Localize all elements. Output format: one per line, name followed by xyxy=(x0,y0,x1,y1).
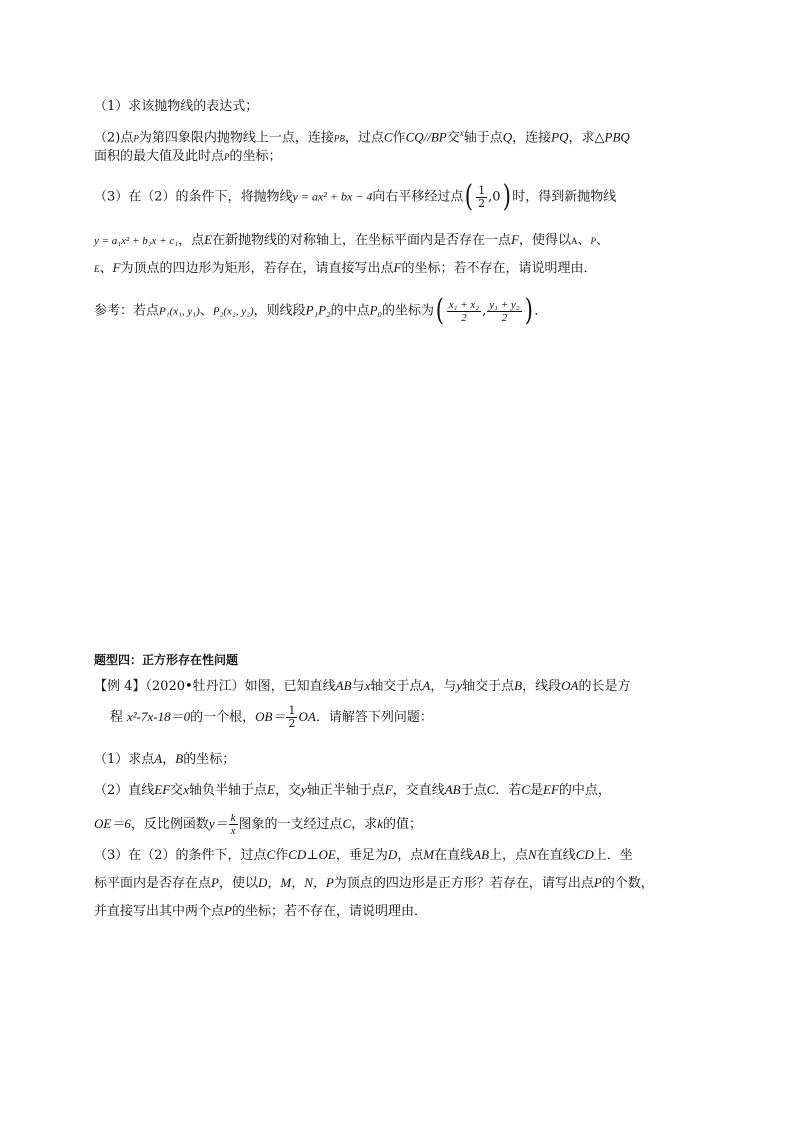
paren-left: ( xyxy=(465,179,474,214)
var-pq: PQ xyxy=(551,129,569,145)
var-c: C xyxy=(342,816,352,831)
var-x: x xyxy=(364,678,371,693)
question-3-line-1 xyxy=(94,179,617,214)
var-a: A xyxy=(422,678,431,693)
var-k: k xyxy=(377,816,384,831)
q1-label: （1）求该抛物线的表达式； xyxy=(94,99,259,114)
example-question-1 xyxy=(94,750,235,769)
equation: x²-7x-18＝0 xyxy=(127,709,191,724)
var-p: P xyxy=(224,903,232,918)
text: 的中点， xyxy=(558,783,611,798)
text: 的个数， xyxy=(601,876,654,891)
text: 时，得到新抛物线 xyxy=(512,189,617,205)
var-f: F xyxy=(511,232,520,247)
text: 为顶点的四边形为矩形，若存在，请直接写出点 xyxy=(120,261,394,276)
var-d: D xyxy=(387,847,398,862)
var-f: F xyxy=(384,782,393,797)
text: 为顶点的四边形是正方形？若存在，请写出点 xyxy=(333,876,594,891)
num: k xyxy=(230,812,236,824)
var-ab: AB xyxy=(335,678,352,693)
den: 2 xyxy=(461,311,467,324)
text: 在直线 xyxy=(536,848,576,863)
text: ,0 xyxy=(488,189,501,205)
var-a: A xyxy=(154,751,163,766)
text: （3）在（2）的条件下，将抛物线 xyxy=(94,189,293,205)
text: 的一个根， xyxy=(190,710,256,725)
paren-left: ( xyxy=(435,293,445,328)
text: （2)点 xyxy=(94,130,134,146)
text: ，与 xyxy=(430,679,457,694)
text: ，点 xyxy=(178,233,205,248)
text: 、 xyxy=(99,261,113,276)
var-oa: OA xyxy=(298,709,316,724)
var-x: x xyxy=(183,782,189,797)
text: 在直线 xyxy=(434,848,474,863)
fraction-y xyxy=(487,299,521,324)
var-ef: EF xyxy=(154,782,171,797)
text: 作 xyxy=(275,848,289,863)
var-c: C xyxy=(266,847,276,862)
text: ，线段 xyxy=(522,679,562,694)
var-y: y xyxy=(300,782,307,797)
text: ，求 xyxy=(351,817,378,832)
text: ，则线段 xyxy=(253,303,306,319)
var-x: x xyxy=(459,128,464,138)
question-3-line-3 xyxy=(94,259,596,278)
text: 【例 4】（2020•牡丹江）如图，已知直线 xyxy=(94,679,336,694)
var-y: y＝ xyxy=(208,816,228,831)
var-oa: OA xyxy=(561,678,579,693)
var-ob: OB＝ xyxy=(255,709,286,724)
example-question-3-line-2 xyxy=(94,874,654,893)
text: 、 xyxy=(199,303,213,319)
text: ，使得以 xyxy=(519,233,572,248)
fraction-half xyxy=(476,185,487,210)
var-p: P xyxy=(211,875,219,890)
text: （2）直线 xyxy=(94,783,155,798)
equation: y = ax² + bx − 4 xyxy=(292,189,373,204)
text: ，求△ xyxy=(568,130,605,146)
text: ，连接 xyxy=(512,130,552,146)
text: 在新抛物线的对称轴上，在坐标平面内是否存在一点 xyxy=(212,233,512,248)
text: 向右平移经过点 xyxy=(372,189,464,205)
text: 交 xyxy=(446,130,460,146)
text: 程 xyxy=(110,710,124,725)
text: ，使以 xyxy=(218,876,258,891)
text: 交 xyxy=(170,783,184,798)
text: 并直接写出其中两个点 xyxy=(94,904,225,919)
var-cd: CD xyxy=(575,847,594,862)
text: 标平面内是否存在点 xyxy=(94,876,212,891)
var-p: P xyxy=(590,236,597,246)
text: ，交 xyxy=(274,783,301,798)
var-c: C xyxy=(383,129,393,145)
text: ，点 xyxy=(397,848,424,863)
text: 轴正半轴于点 xyxy=(306,783,385,798)
question-1-text xyxy=(94,98,258,116)
var-f: F xyxy=(112,260,121,275)
example-4-line-1 xyxy=(94,677,630,696)
text: 上，点 xyxy=(489,848,529,863)
point-p1: P₁(x₁, y₁) xyxy=(159,305,200,318)
num: y₁ + y₂ xyxy=(489,298,520,311)
var-f: F xyxy=(393,260,402,275)
point-p2: P₂(x₂, y₂) xyxy=(212,305,254,318)
var-e: E xyxy=(94,264,100,274)
paren-right: ) xyxy=(524,293,533,328)
var-e: E xyxy=(266,782,275,797)
text: 的坐标为 xyxy=(382,303,435,319)
text: 的值； xyxy=(383,817,423,832)
text: 于点 xyxy=(460,783,487,798)
text: ．若 xyxy=(495,783,522,798)
text: （1）求点 xyxy=(94,752,155,767)
text: 上．坐 xyxy=(593,848,633,863)
segment-p1p2: P₁P₂ xyxy=(305,302,331,318)
var-pbq: PBQ xyxy=(604,129,630,145)
var-cd-perp-oe: CD⊥OE xyxy=(288,847,336,862)
text: 是 xyxy=(529,783,543,798)
text: ，过点 xyxy=(344,130,384,146)
text: 、 xyxy=(577,233,591,248)
text: ． xyxy=(534,303,548,319)
text: 轴交于点 xyxy=(370,679,423,694)
text: 参考：若点 xyxy=(94,303,160,319)
text: 轴于点 xyxy=(463,130,503,146)
text: ，交直线 xyxy=(392,783,445,798)
var-ef: EF xyxy=(543,782,559,797)
var-ab: AB xyxy=(473,847,490,862)
text: 的坐标；若不存在，请说明理由． xyxy=(401,261,597,276)
text: ，垂足为 xyxy=(335,848,388,863)
var-pb: PB xyxy=(333,133,345,144)
var-c: C xyxy=(486,782,496,797)
var-p: P xyxy=(224,152,230,162)
text: 的坐标； xyxy=(183,752,236,767)
text: 的长是方 xyxy=(578,679,631,694)
text: ．请解答下列问题： xyxy=(315,710,433,725)
reference-note xyxy=(94,293,548,328)
var-b: B xyxy=(514,678,523,693)
example-4-line-2 xyxy=(110,705,433,730)
fraction-half xyxy=(286,705,297,730)
text: 轴负半轴于点 xyxy=(188,783,267,798)
den: 2 xyxy=(501,311,508,324)
num: x₁ + x₂ xyxy=(448,298,480,311)
var-ab: AB xyxy=(444,782,461,797)
var-e: E xyxy=(204,232,213,247)
var-a: A xyxy=(571,236,578,246)
point-p0: P₀ xyxy=(369,302,383,318)
text: 轴交于点 xyxy=(462,679,515,694)
equation: y = a₁x² + b₁x + c₁ xyxy=(94,235,179,247)
var-q: Q xyxy=(502,129,513,145)
text: （3）在（2）的条件下，过点 xyxy=(94,848,267,863)
example-question-2-line-1 xyxy=(94,781,611,800)
paren-right: ) xyxy=(502,179,511,214)
num: 1 xyxy=(288,704,296,717)
var-p: P xyxy=(593,875,602,890)
text: ，反比例函数 xyxy=(130,817,209,832)
var-cq-bp: CQ//BP xyxy=(405,129,447,145)
text: 图象的一支经过点 xyxy=(238,817,343,832)
text: 、 xyxy=(596,233,610,248)
fraction-k-over-x xyxy=(229,812,238,837)
example-question-3-line-1 xyxy=(94,846,633,865)
text: 的中点 xyxy=(330,303,370,319)
var-b: B xyxy=(175,751,184,766)
question-2-line-1 xyxy=(94,124,630,147)
text: 作 xyxy=(392,130,406,146)
heading-text: 题型四：正方形存在性问题 xyxy=(94,653,239,667)
var-p: P xyxy=(133,133,139,144)
text: 面积的最大值及此时点 xyxy=(94,149,225,164)
comma: , xyxy=(482,303,487,319)
text: 的坐标； xyxy=(229,149,282,164)
fraction-x xyxy=(447,299,481,324)
question-3-line-2 xyxy=(94,231,609,250)
var-oe: OE＝6 xyxy=(94,816,131,831)
var-n: N xyxy=(528,847,537,862)
question-2-line-2 xyxy=(94,148,282,166)
text: 为第四象限内抛物线上一点，连接 xyxy=(138,130,334,146)
section-heading xyxy=(94,651,238,669)
den: x xyxy=(230,825,236,837)
var-y: y xyxy=(456,678,463,693)
var-dmnp: D，M，N，P xyxy=(257,875,334,890)
var-c: C xyxy=(521,782,530,797)
den: 2 xyxy=(288,717,296,730)
den: 2 xyxy=(478,196,486,210)
var-m: M xyxy=(423,847,435,862)
text: 与 xyxy=(351,679,365,694)
example-question-2-line-2 xyxy=(94,812,422,837)
text: 的坐标；若不存在，请说明理由． xyxy=(231,904,427,919)
num: 1 xyxy=(478,183,486,197)
example-question-3-line-3 xyxy=(94,902,427,921)
text: ， xyxy=(162,752,176,767)
